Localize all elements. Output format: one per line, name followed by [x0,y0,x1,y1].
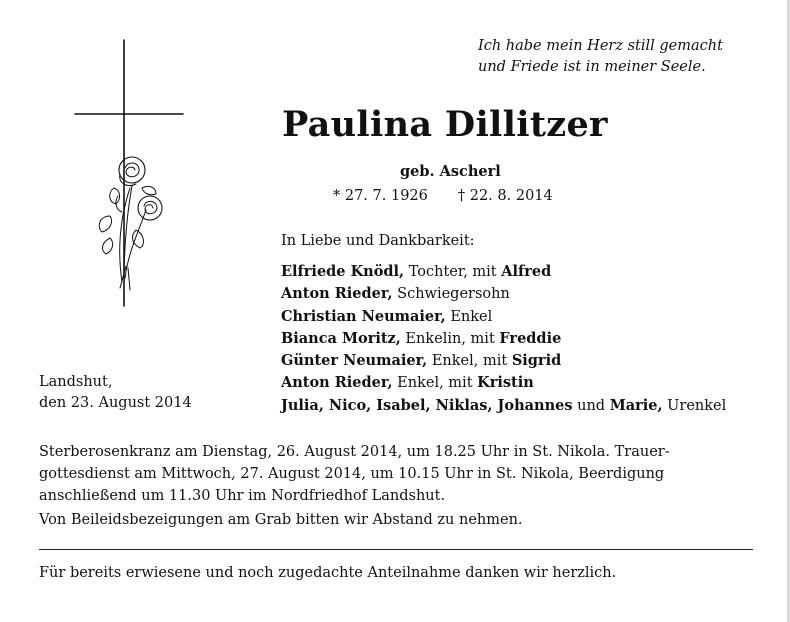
mourner-row: Christian Neumaier, Enkel [281,307,493,325]
divider-line [39,549,753,550]
thanks-note: Für bereits erwiesene und noch zugedachte Anteilnahme danken wir herzlich. [39,565,617,581]
mourner-row: Günter Neumaier, Enkel, mit Sigrid [281,352,562,370]
service-line-2: gottesdienst am Mittwoch, 27. August 2014, um 10.15 Uhr in St. Nikola, Beerdigung [39,466,665,482]
mourner-row: Anton Rieder, Enkel, mit Kristin [281,374,534,392]
deceased-name: Paulina Dillitzer [282,104,608,145]
motto-line-2: und Friede ist in meiner Seele. [478,59,706,75]
motto-quote [478,36,778,78]
motto-line-1: Ich habe mein Herz still gemacht [478,38,723,54]
mourners-list [281,261,726,417]
service-line-3: anschließend um 11.30 Uhr im Nordfriedhof Landshut. [39,488,446,504]
family-intro: In Liebe und Dankbarkeit: [281,233,475,249]
maiden-name: geb. Ascherl [400,163,501,180]
condolence-request: Von Beileidsbezeigungen am Grab bitten wir Abstand zu nehmen. [39,512,523,528]
place-and-date [39,372,192,415]
mourner-row: Anton Rieder, Schwiegersohn [281,285,510,303]
notice-date: den 23. August 2014 [39,395,192,412]
birth-date: * 27. 7. 1926 [333,188,428,204]
service-details [39,441,755,507]
life-dates [333,188,553,204]
service-line-1: Sterberosenkranz am Dienstag, 26. August 2014, um 18.25 Uhr in St. Nikola. Trauer- [39,444,670,460]
death-date: † 22. 8. 2014 [457,188,553,204]
cross-with-roses-icon [70,38,190,308]
mourner-row: Bianca Moritz, Enkelin, mit Freddie [281,329,562,347]
mourner-row: Elfriede Knödl, Tochter, mit Alfred [281,263,552,280]
place-city: Landshut, [39,374,113,390]
mourner-row: Julia, Nico, Isabel, Niklas, Johannes und Marie, Urenkel [281,396,727,414]
